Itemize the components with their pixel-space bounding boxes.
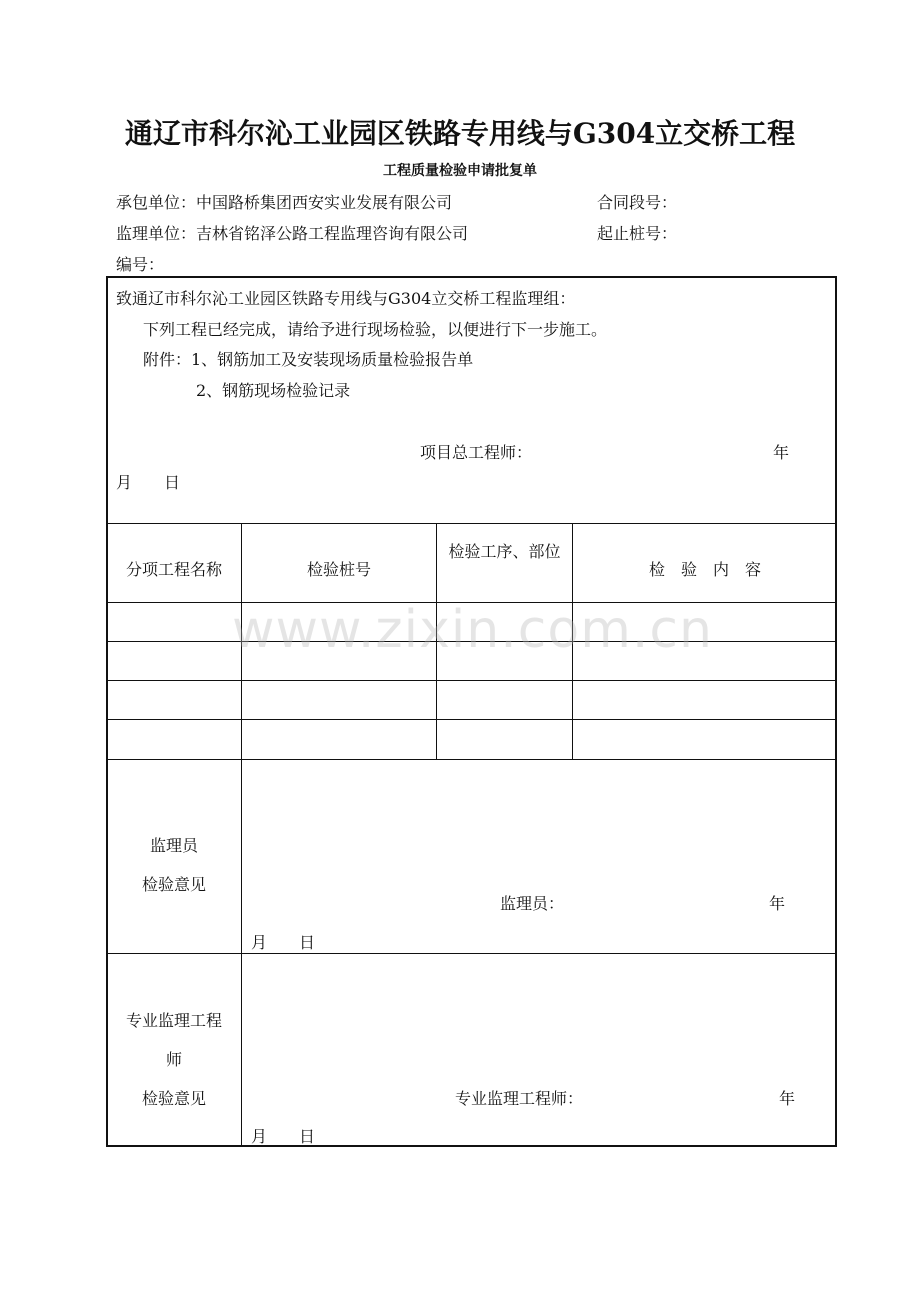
request-addressee: 致通辽市科尔沁工业园区铁路专用线与G304立交桥工程监理组：: [116, 289, 576, 308]
station-range-label: 起止桩号：: [597, 224, 678, 243]
contract-section-label: 合同段号：: [597, 193, 678, 212]
specialist-year-label: 年: [779, 1089, 796, 1108]
serial-number-label: 编号：: [116, 255, 165, 274]
request-body: 下列工程已经完成，请给予进行现场检验，以便进行下一步施工。: [143, 320, 608, 339]
inspector-label-line1: 监理员: [149, 836, 198, 855]
supervisor-line: 监理单位：吉林省铭泽公路工程监理咨询有限公司: [116, 224, 469, 243]
specialist-label-line3: 检验意见: [141, 1089, 206, 1108]
attachment-1: 附件：1、钢筋加工及安装现场质量检验报告单: [143, 350, 474, 369]
document-subtitle: 工程质量检验申请批复单: [383, 163, 537, 179]
chief-engineer-label: 项目总工程师：: [420, 443, 533, 462]
request-year-label: 年: [773, 443, 790, 462]
divider-row-2: [106, 680, 837, 681]
contractor-line: 承包单位：中国路桥集团西安实业发展有限公司: [116, 193, 453, 212]
specialist-month-day-label: 月 日: [251, 1127, 316, 1146]
specialist-label-line1: 专业监理工程: [125, 1011, 222, 1030]
divider-request-bottom: [106, 523, 837, 524]
header-item-name: 分项工程名称: [125, 560, 222, 579]
inspector-year-label: 年: [769, 894, 786, 913]
header-content: 检 验 内 容: [648, 560, 761, 579]
request-month-day-label: 月 日: [116, 473, 181, 492]
inspector-month-day-label: 月 日: [251, 933, 316, 952]
attachment-2: 2、钢筋现场检验记录: [196, 381, 351, 400]
divider-row-3: [106, 719, 837, 720]
specialist-sign-label: 专业监理工程师：: [455, 1089, 584, 1108]
divider-inspector-bottom: [106, 953, 837, 954]
document-title: 通辽市科尔沁工业园区铁路专用线与G304立交桥工程: [124, 117, 796, 150]
watermark-text: www.zixin.com.cn: [232, 600, 713, 660]
header-process-part: 检验工序、部位: [448, 542, 561, 561]
specialist-label-line2: 师: [165, 1050, 182, 1069]
header-station: 检验桩号: [306, 560, 371, 579]
divider-row-4: [106, 759, 837, 760]
inspector-sign-label: 监理员：: [500, 894, 565, 913]
inspector-label-line2: 检验意见: [141, 875, 206, 894]
